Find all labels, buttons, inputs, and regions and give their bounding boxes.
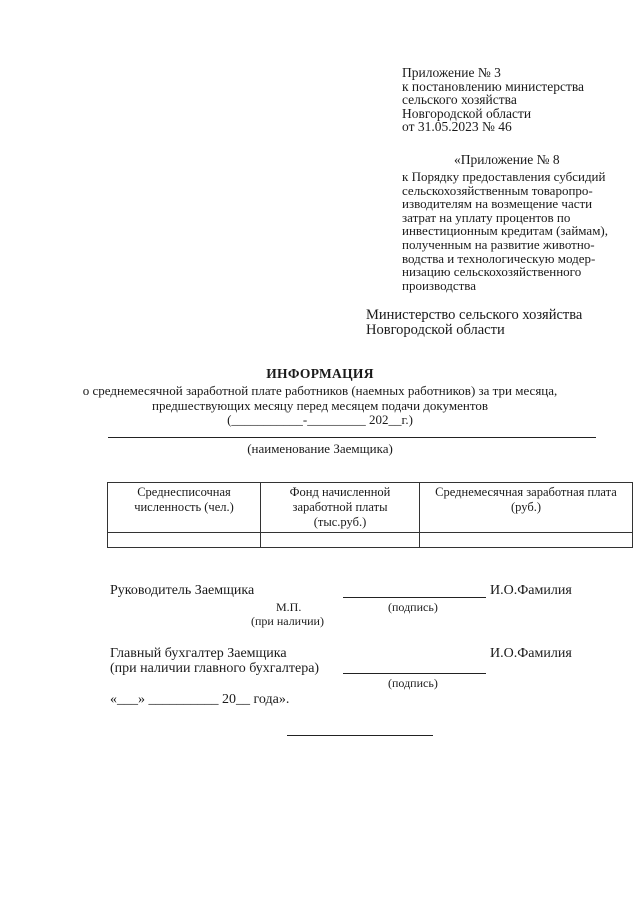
annex2-line: производства — [402, 277, 477, 293]
stamp-label: М.П. — [276, 600, 302, 614]
table-row — [108, 533, 633, 548]
period-field: (___________-_________ 202__г.) — [227, 412, 413, 427]
document-title: ИНФОРМАЦИЯ — [266, 366, 374, 381]
head-signature-line — [343, 597, 486, 598]
signature-caption: (подпись) — [388, 676, 438, 690]
annex-line: к постановлению министерства — [402, 78, 585, 94]
borrower-line — [108, 437, 596, 438]
end-divider — [287, 735, 433, 736]
signature-caption: (подпись) — [388, 600, 438, 614]
annex2-line: затрат на уплату процентов по — [402, 209, 571, 225]
annex2-block — [402, 170, 624, 292]
header-headcount — [108, 483, 261, 533]
accountant-name: И.О.Фамилия — [490, 646, 572, 661]
table-header-row — [108, 483, 633, 533]
annex2-line: инвестиционным кредитам (займам), — [402, 223, 608, 239]
header-text: Среднесписочная — [137, 485, 231, 499]
addressee-line: Новгородской области — [366, 322, 505, 338]
cell-avg-salary[interactable] — [420, 533, 633, 548]
annex2-line: полученным на развитие животно- — [402, 236, 595, 252]
header-payroll — [261, 483, 420, 533]
document-subtitle: о среднемесячной заработной плате работников (наемных работников) за три месяца, — [82, 383, 558, 398]
cell-headcount[interactable] — [108, 533, 261, 548]
header-avg-salary — [420, 483, 633, 533]
cell-payroll[interactable] — [261, 533, 420, 548]
accountant-note: (при наличии главного бухгалтера) — [110, 661, 320, 676]
borrower-caption: (наименование Заемщика) — [247, 441, 393, 456]
header-text: (руб.) — [511, 500, 541, 514]
header-text: численность (чел.) — [134, 500, 234, 514]
annex2-line: низацию сельскохозяйственного — [402, 264, 582, 280]
annex-line: Приложение № 3 — [402, 65, 501, 80]
annex2-line: изводителям на возмещение части — [402, 196, 593, 212]
stamp-note: (при наличии) — [251, 614, 324, 628]
accountant-title: Главный бухгалтер Заемщика — [110, 646, 287, 661]
annex2-line: водства и технологическую модер- — [402, 250, 596, 266]
annex2-line: к Порядку предоставления субсидий — [402, 169, 606, 184]
accountant-signature-line — [343, 673, 486, 674]
annex2-line: сельскохозяйственным товаропро- — [402, 182, 593, 198]
header-text: заработной платы — [292, 500, 388, 514]
annex-block — [402, 66, 584, 134]
head-title: Руководитель Заемщика — [110, 583, 255, 598]
annex-line: сельского хозяйства — [402, 92, 517, 107]
annex-line: Новгородской области — [402, 105, 532, 121]
head-name: И.О.Фамилия — [490, 583, 572, 598]
annex2-title: «Приложение № 8 — [454, 152, 560, 167]
addressee-line: Министерство сельского хозяйства — [366, 307, 583, 323]
header-text: (тыс.руб.) — [313, 515, 367, 529]
date-field: «___» __________ 20__ года». — [110, 692, 290, 707]
addressee-block — [366, 308, 582, 338]
header-text: Среднемесячная заработная плата — [435, 485, 617, 499]
document-subtitle: предшествующих месяцу перед месяцем подачи документов — [152, 398, 488, 413]
header-text: Фонд начисленной — [289, 485, 391, 499]
data-table — [107, 482, 633, 548]
annex-line: от 31.05.2023 № 46 — [402, 119, 512, 134]
